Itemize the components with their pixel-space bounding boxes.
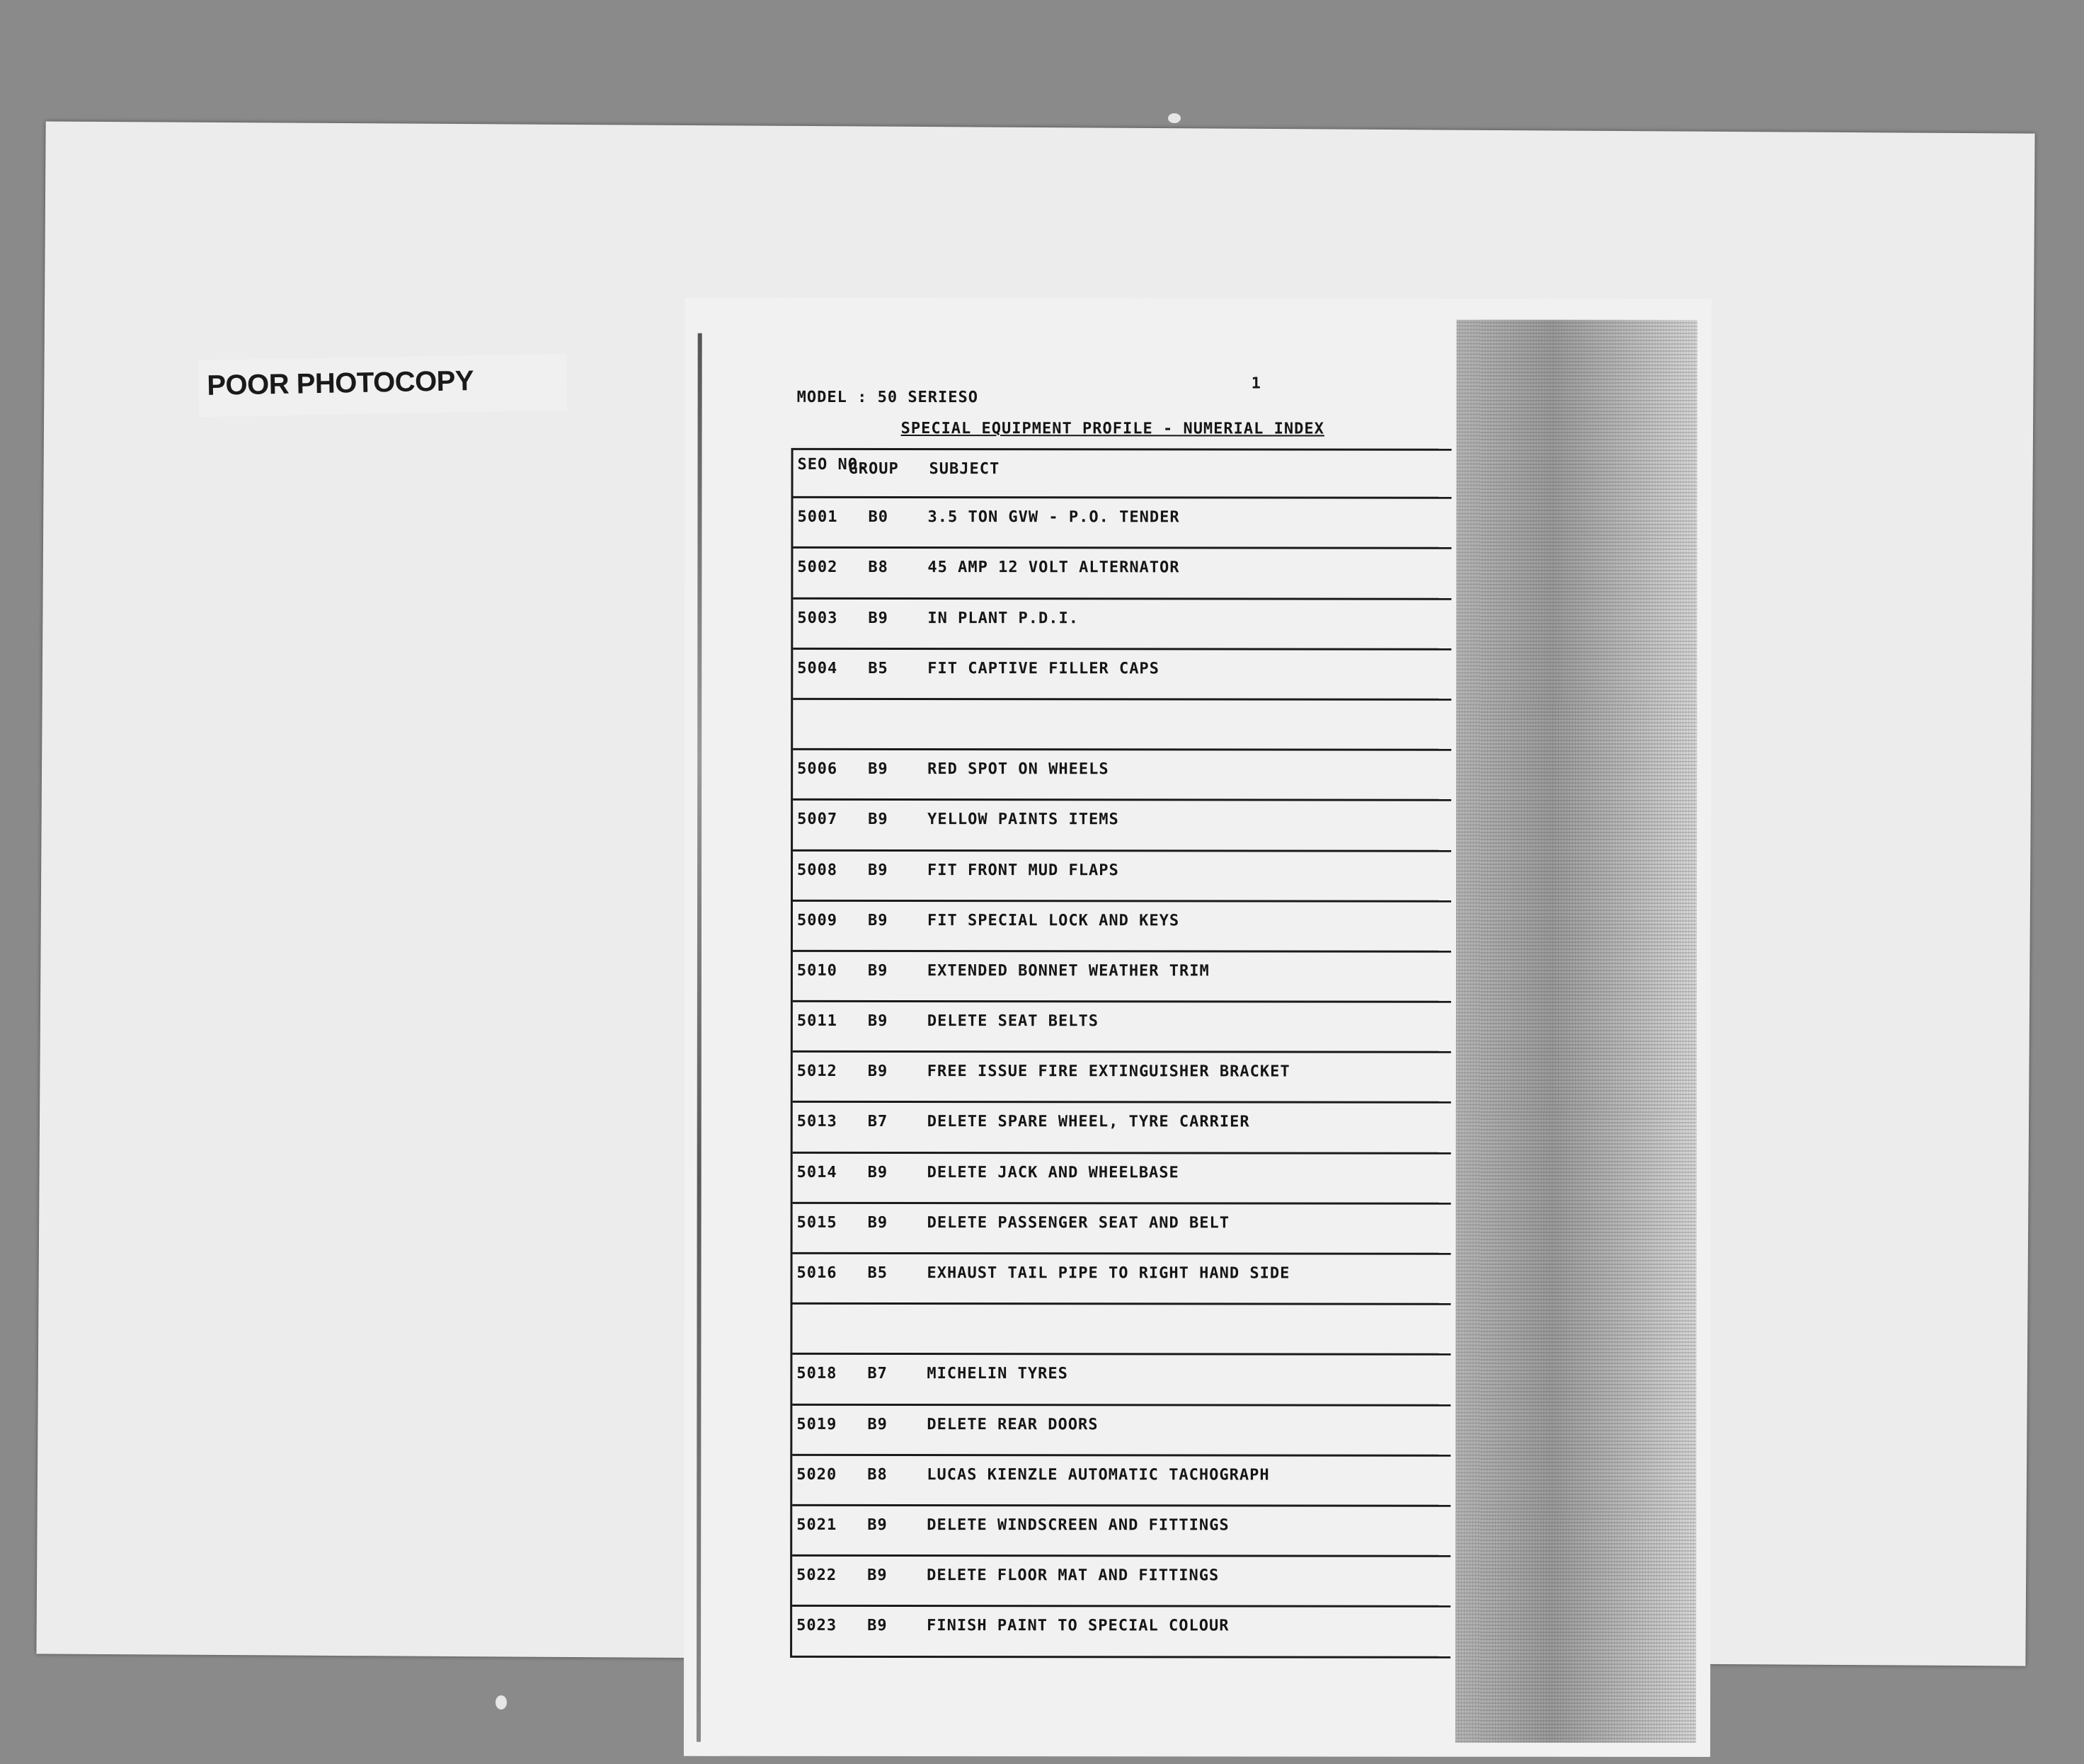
table-row (793, 902, 1451, 953)
table-row (793, 1254, 1451, 1305)
table-row (792, 1456, 1450, 1507)
subject-cell: FIT FRONT MUD FLAPS (927, 861, 1119, 879)
subject-cell: IN PLANT P.D.I. (927, 609, 1079, 627)
group-cell: B7 (867, 1365, 888, 1382)
subject-cell: RED SPOT ON WHEELS (927, 760, 1109, 778)
seo-number-cell: 5001 (797, 508, 847, 526)
table-row (792, 1405, 1450, 1456)
group-cell: B9 (868, 912, 888, 929)
column-header-subject: SUBJECT (929, 460, 1000, 478)
table-row (793, 1204, 1451, 1255)
group-cell: B9 (867, 1516, 888, 1534)
table-row (793, 1154, 1451, 1205)
document-heading: SPECIAL EQUIPMENT PROFILE - NUMERIAL INDEX (901, 420, 1324, 438)
seo-number-cell: 5020 (796, 1466, 846, 1484)
subject-cell: 45 AMP 12 VOLT ALTERNATOR (927, 559, 1179, 576)
subject-cell: DELETE REAR DOORS (927, 1416, 1098, 1433)
group-cell: B9 (868, 1012, 888, 1030)
table-row (793, 1002, 1451, 1053)
model-line: MODEL : 50 SERIESO (797, 389, 978, 406)
scanned-sheet (36, 121, 2034, 1666)
group-cell: B8 (867, 1466, 888, 1484)
table-row (792, 1506, 1450, 1557)
seo-number-cell: 5019 (796, 1415, 846, 1433)
table-row (792, 1355, 1450, 1406)
table-row (793, 650, 1451, 701)
page-number: 1 (1252, 374, 1261, 392)
stamp-text: POOR PHOTOCOPY (207, 365, 474, 402)
table-row (793, 750, 1451, 801)
seo-number-cell: 5003 (797, 609, 847, 626)
table-row (793, 1053, 1451, 1104)
subject-cell: YELLOW PAINTS ITEMS (927, 811, 1119, 828)
group-cell: B9 (868, 1214, 888, 1232)
group-cell: B9 (868, 1063, 888, 1080)
seo-number-cell: 5021 (796, 1516, 846, 1534)
seo-number-cell: 5022 (796, 1567, 846, 1584)
seo-number-cell: 5015 (797, 1214, 847, 1232)
seo-number-cell: 5018 (796, 1365, 846, 1382)
subject-cell: DELETE WINDSCREEN AND FITTINGS (927, 1516, 1229, 1534)
table-row (793, 498, 1451, 549)
group-cell: B9 (867, 1617, 888, 1634)
table-row (793, 952, 1451, 1003)
column-header-seo-no: SEO NO. (798, 457, 847, 473)
seo-number-cell: 5014 (797, 1164, 847, 1181)
group-cell: B8 (868, 559, 888, 576)
seo-number-cell: 5002 (797, 559, 847, 576)
poor-photocopy-stamp (198, 354, 567, 418)
subject-cell: DELETE SEAT BELTS (927, 1012, 1099, 1030)
group-cell: B0 (868, 508, 888, 526)
group-cell: B5 (868, 660, 888, 677)
group-cell: B7 (868, 1113, 888, 1130)
photocopy-noise-band (1455, 320, 1697, 1743)
subject-cell: LUCAS KIENZLE AUTOMATIC TACHOGRAPH (927, 1466, 1269, 1484)
subject-cell: MICHELIN TYRES (927, 1365, 1067, 1382)
seo-number-cell: 5016 (797, 1264, 847, 1282)
subject-cell: 3.5 TON GVW - P.O. TENDER (927, 508, 1179, 526)
binding-shadow (697, 333, 702, 1742)
table-row (793, 700, 1451, 751)
group-cell: B5 (868, 1264, 888, 1282)
subject-cell: EXHAUST TAIL PIPE TO RIGHT HAND SIDE (927, 1264, 1290, 1282)
seo-number-cell: 5012 (797, 1063, 847, 1080)
subject-cell: FIT CAPTIVE FILLER CAPS (927, 660, 1160, 677)
seo-number-cell: 5011 (797, 1012, 847, 1030)
seo-number-cell: 5007 (797, 811, 847, 828)
subject-cell: DELETE SPARE WHEEL, TYRE CARRIER (927, 1113, 1250, 1131)
column-header-group: GROUP (849, 460, 899, 478)
table-header-row (794, 448, 1452, 499)
seo-number-cell: 5006 (797, 760, 847, 778)
table-row (793, 1103, 1451, 1154)
subject-cell: FINISH PAINT TO SPECIAL COLOUR (927, 1617, 1229, 1634)
subject-cell: EXTENDED BONNET WEATHER TRIM (927, 962, 1210, 980)
subject-cell: FREE ISSUE FIRE EXTINGUISHER BRACKET (927, 1063, 1290, 1080)
table-row (793, 801, 1451, 852)
table-row (793, 549, 1451, 600)
seo-number-cell: 5010 (797, 962, 847, 980)
seo-number-cell: 5023 (796, 1617, 846, 1634)
group-cell: B9 (867, 1567, 888, 1584)
group-cell: B9 (868, 962, 888, 980)
table-row (792, 1305, 1450, 1356)
group-cell: B9 (868, 609, 888, 627)
table-row (792, 1557, 1450, 1608)
subject-cell: DELETE PASSENGER SEAT AND BELT (927, 1214, 1230, 1232)
dust-speck (496, 1695, 507, 1709)
group-cell: B9 (868, 760, 888, 778)
group-cell: B9 (868, 861, 888, 878)
subject-cell: FIT SPECIAL LOCK AND KEYS (927, 912, 1179, 929)
table-row (793, 851, 1451, 902)
seo-number-cell: 5004 (797, 660, 847, 677)
dust-speck (1168, 113, 1181, 123)
subject-cell: DELETE JACK AND WHEELBASE (927, 1164, 1179, 1181)
seo-number-cell: 5009 (797, 912, 847, 929)
group-cell: B9 (867, 1416, 888, 1433)
photocopied-page (684, 298, 1712, 1757)
seo-index-table (790, 448, 1451, 1658)
subject-cell: DELETE FLOOR MAT AND FITTINGS (927, 1567, 1219, 1584)
seo-number-cell: 5013 (797, 1113, 847, 1130)
seo-number-cell: 5008 (797, 861, 847, 878)
group-cell: B9 (868, 1164, 888, 1181)
group-cell: B9 (868, 811, 888, 828)
table-row (793, 599, 1451, 650)
table-row (792, 1607, 1450, 1658)
